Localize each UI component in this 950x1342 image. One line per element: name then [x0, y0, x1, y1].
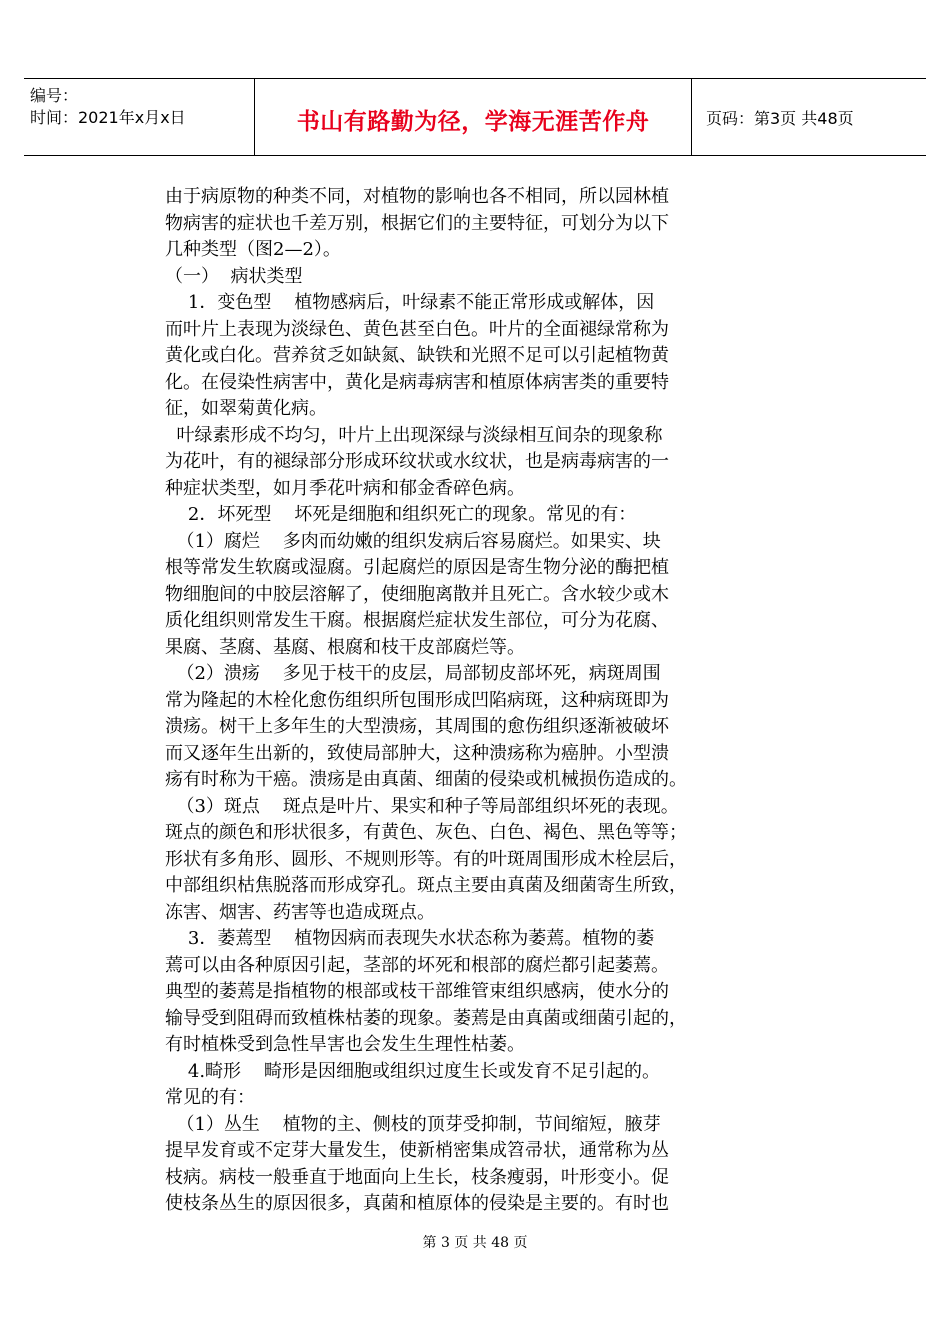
body-text-line: 质化组织则常发生干腐。根据腐烂症状发生部位，可分为花腐、 — [165, 610, 669, 631]
body-text-line: （2）溃疡 多见于枝干的皮层，局部韧皮部坏死，病斑周围 — [165, 663, 661, 684]
body-text-line: 形状有多角形、圆形、不规则形等。有的叶斑周围形成木栓层后， — [165, 848, 687, 870]
body-text-line: 2．坏死型 坏死是细胞和组织死亡的现象。常见的有： — [165, 504, 637, 525]
body-text-line: 输导受到阻碍而致植株枯萎的现象。萎蔫是由真菌或细菌引起的， — [165, 1007, 687, 1029]
body-text-line: 根等常发生软腐或湿腐。引起腐烂的原因是寄生物分泌的酶把植 — [165, 557, 669, 578]
body-text-line: 物细胞间的中胶层溶解了，使细胞离散并且死亡。含水较少或木 — [165, 583, 669, 605]
header-page-info: 页码：第3页 共48页 — [706, 109, 854, 128]
body-text-line: （一） 病状类型 — [165, 265, 303, 287]
body-text-line: 溃疡。树干上多年生的大型溃疡，其周围的愈伤组织逐渐被破坏 — [165, 716, 669, 737]
body-text-line: 3．萎蔫型 植物因病而表现失水状态称为萎蔫。植物的萎 — [165, 928, 655, 949]
body-text-line: 冻害、烟害、药害等也造成斑点。 — [165, 901, 435, 923]
body-text-line: 黄化或白化。营养贫乏如缺氮、缺铁和光照不足可以引起植物黄 — [165, 345, 669, 366]
body-text-line: （3）斑点 斑点是叶片、果实和种子等局部组织坏死的表现。 — [165, 795, 679, 817]
body-text-line: （1）腐烂 多肉而幼嫩的组织发病后容易腐烂。如果实、块 — [165, 530, 661, 552]
body-text-line: 典型的萎蔫是指植物的根部或枝干部维管束组织感病，使水分的 — [165, 981, 669, 1002]
body-text-line: 1．变色型 植物感病后，叶绿素不能正常形成或解体，因 — [165, 292, 655, 313]
body-text-line: 常为隆起的木栓化愈伤组织所包围形成凹陷病斑，这种病斑即为 — [165, 689, 669, 711]
page-header — [24, 78, 926, 156]
body-text-line: 由于病原物的种类不同，对植物的影响也各不相同，所以园林植 — [165, 186, 669, 207]
body-text-line: 使枝条丛生的原因很多，真菌和植原体的侵染是主要的。有时也 — [165, 1193, 669, 1214]
body-text-line: 蔫可以由各种原因引起，茎部的坏死和根部的腐烂都引起萎蔫。 — [165, 954, 669, 976]
document-number-label: 编号： — [30, 86, 79, 105]
header-page-cell — [692, 79, 926, 155]
body-text-line: 有时植株受到急性旱害也会发生生理性枯萎。 — [165, 1034, 525, 1055]
document-time-label: 时间：2021年x月x日 — [30, 108, 186, 127]
body-text-line: （1）丛生 植物的主、侧枝的顶芽受抑制，节间缩短，腋芽 — [165, 1113, 661, 1135]
body-text-line: 4.畸形 畸形是因细胞或组织过度生长或发育不足引起的。 — [165, 1060, 660, 1082]
body-text-line: 为花叶，有的褪绿部分形成环纹状或水纹状，也是病毒病害的一 — [165, 451, 669, 472]
body-text-line: 种症状类型，如月季花叶病和郁金香碎色病。 — [165, 477, 525, 499]
body-text-line: 疡有时称为干癌。溃疡是由真菌、细菌的侵染或机械损伤造成的。 — [165, 769, 687, 790]
body-text-line: 提早发育或不定芽大量发生，使新梢密集成笤帚状，通常称为丛 — [165, 1140, 669, 1161]
body-text-line: 中部组织枯焦脱落而形成穿孔。斑点主要由真菌及细菌寄生所致， — [165, 875, 687, 896]
body-text-line: 而叶片上表现为淡绿色、黄色甚至白色。叶片的全面褪绿常称为 — [165, 318, 669, 340]
body-text-line: 枝病。病枝一般垂直于地面向上生长，枝条瘦弱，叶形变小。促 — [165, 1166, 669, 1188]
document-body — [165, 184, 795, 1218]
header-meta — [24, 79, 254, 155]
header-motto-cell — [254, 79, 692, 155]
header-motto: 书山有路勤为径，学海无涯苦作舟 — [296, 109, 650, 135]
body-text-line: 叶绿素形成不均匀，叶片上出现深绿与淡绿相互间杂的现象称 — [165, 424, 663, 446]
body-text-line: 常见的有： — [165, 1087, 255, 1108]
body-text-line: 果腐、茎腐、基腐、根腐和枝干皮部腐烂等。 — [165, 636, 525, 658]
body-text-line: 化。在侵染性病害中，黄化是病毒病害和植原体病害类的重要特 — [165, 371, 669, 393]
body-text-line: 征，如翠菊黄化病。 — [165, 398, 327, 419]
body-text-line: 而又逐年生出新的，致使局部肿大，这种溃疡称为癌肿。小型溃 — [165, 742, 669, 764]
body-text-line: 物病害的症状也千差万别，根据它们的主要特征，可划分为以下 — [165, 212, 669, 234]
page-footer: 第 3 页 共 48 页 — [422, 1235, 528, 1251]
body-text-line: 斑点的颜色和形状很多，有黄色、灰色、白色、褐色、黑色等等； — [165, 822, 687, 843]
body-text-line: 几种类型（图2—2）。 — [165, 239, 341, 260]
